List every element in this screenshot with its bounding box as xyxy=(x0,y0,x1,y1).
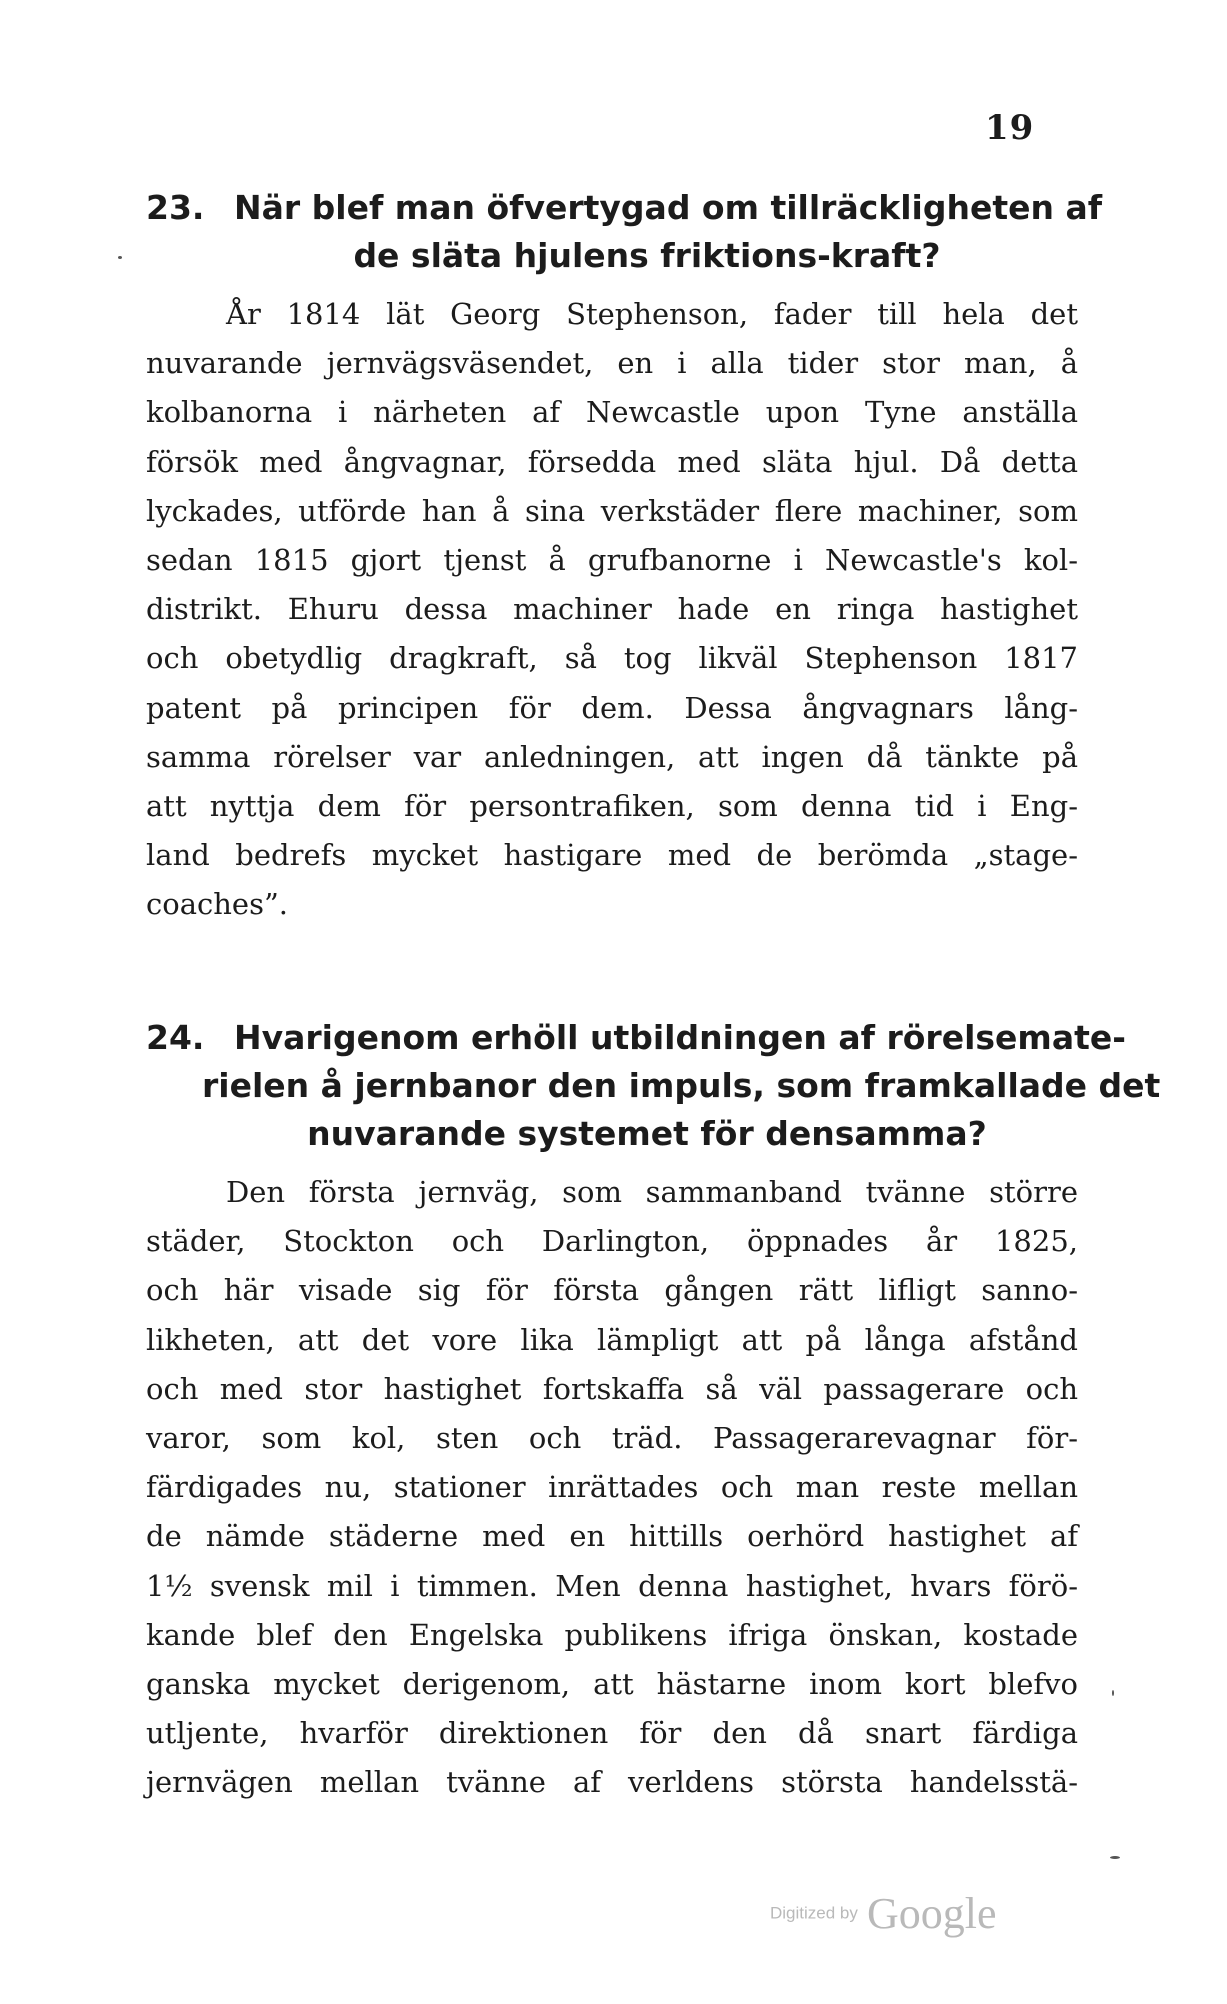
question-line: de släta hjulens friktions-kraft? xyxy=(353,236,941,275)
watermark-prefix: Digitized by xyxy=(770,1903,858,1923)
question-line: rielen å jernbanor den impuls, som framkallade det xyxy=(202,1066,1161,1105)
answer-line: sedan 1815 gjort tjenst å grufbanorne i Newcastle's kol- xyxy=(146,543,1078,578)
question-heading xyxy=(146,1014,1161,1158)
answer-line: färdigades nu, stationer inrättades och man reste mellan xyxy=(146,1470,1078,1505)
answer-line: städer, Stockton och Darlington, öppnades år 1825, xyxy=(146,1224,1078,1259)
answer-line: de nämde städerne med en hittills oerhörd hastighet af xyxy=(146,1519,1078,1554)
question-text: Hvarigenom erhöll utbildningen af rörelsemate- xyxy=(234,1018,1126,1057)
scan-speck xyxy=(118,256,122,259)
answer-line: Den första jernväg, som sammanband tvänne större xyxy=(226,1175,1078,1209)
answer-line: och med stor hastighet fortskaffa så väl passagerare och xyxy=(146,1371,1078,1406)
watermark-brand: Google xyxy=(866,1889,997,1938)
answer-line: patent på principen för dem. Dessa ångvagnars lång- xyxy=(146,690,1078,725)
answer-line: lyckades, utförde han å sina verkstäder flere machiner, som xyxy=(146,493,1078,528)
answer-line: kande blef den Engelska publikens ifriga önskan, kostade xyxy=(146,1617,1078,1652)
question-number: 23. xyxy=(146,188,205,227)
question-line: nuvarande systemet för densamma? xyxy=(307,1114,987,1153)
scan-speck xyxy=(1112,1690,1114,1696)
answer-line: 1½ svensk mil i timmen. Men denna hastighet, hvars förö- xyxy=(146,1568,1078,1603)
answer-line: utljente, hvarför direktionen för den då snart färdiga xyxy=(146,1716,1078,1751)
answer-line: att nyttja dem för persontrafiken, som denna tid i Eng- xyxy=(146,789,1078,824)
question-heading xyxy=(146,184,1103,280)
answer-line: distrikt. Ehuru dessa machiner hade en ringa hastighet xyxy=(146,592,1078,627)
answer-line: likheten, att det vore lika lämpligt att på långa afstånd xyxy=(146,1322,1078,1357)
answer-line: försök med ångvagnar, försedda med släta hjul. Då detta xyxy=(146,444,1078,479)
digitized-watermark xyxy=(770,1888,997,1939)
answer-paragraph xyxy=(146,1168,1078,1808)
answer-line: kolbanorna i närheten af Newcastle upon Tyne anställa xyxy=(146,395,1078,430)
question-line xyxy=(146,184,1103,232)
answer-line: land bedrefs mycket hastigare med de berömda „stage- xyxy=(146,838,1078,873)
answer-line: och här visade sig för första gången rätt lifligt sanno- xyxy=(146,1273,1078,1308)
section-23 xyxy=(146,184,1103,930)
section-24 xyxy=(146,1014,1161,1808)
answer-line: jernvägen mellan tvänne af verldens största handelsstä- xyxy=(146,1765,1078,1800)
answer-line: och obetydlig dragkraft, så tog likväl Stephenson 1817 xyxy=(146,641,1078,676)
question-line xyxy=(146,1014,1126,1062)
page-number: 19 xyxy=(985,108,1035,148)
question-text: När blef man öfvertygad om tillräckligheten af xyxy=(234,188,1103,227)
answer-paragraph xyxy=(146,290,1078,930)
answer-line: År 1814 lät Georg Stephenson, fader till hela det xyxy=(226,297,1078,331)
answer-line: samma rörelser var anledningen, att ingen då tänkte på xyxy=(146,739,1078,774)
answer-line: coaches”. xyxy=(146,887,288,922)
answer-line: nuvarande jernvägsväsendet, en i alla tider stor man, å xyxy=(146,346,1078,381)
scan-speck xyxy=(1110,1856,1120,1859)
question-number: 24. xyxy=(146,1018,205,1057)
answer-line: varor, som kol, sten och träd. Passagerarevagnar för- xyxy=(146,1421,1078,1456)
answer-line: ganska mycket derigenom, att hästarne inom kort blefvo xyxy=(146,1667,1078,1702)
